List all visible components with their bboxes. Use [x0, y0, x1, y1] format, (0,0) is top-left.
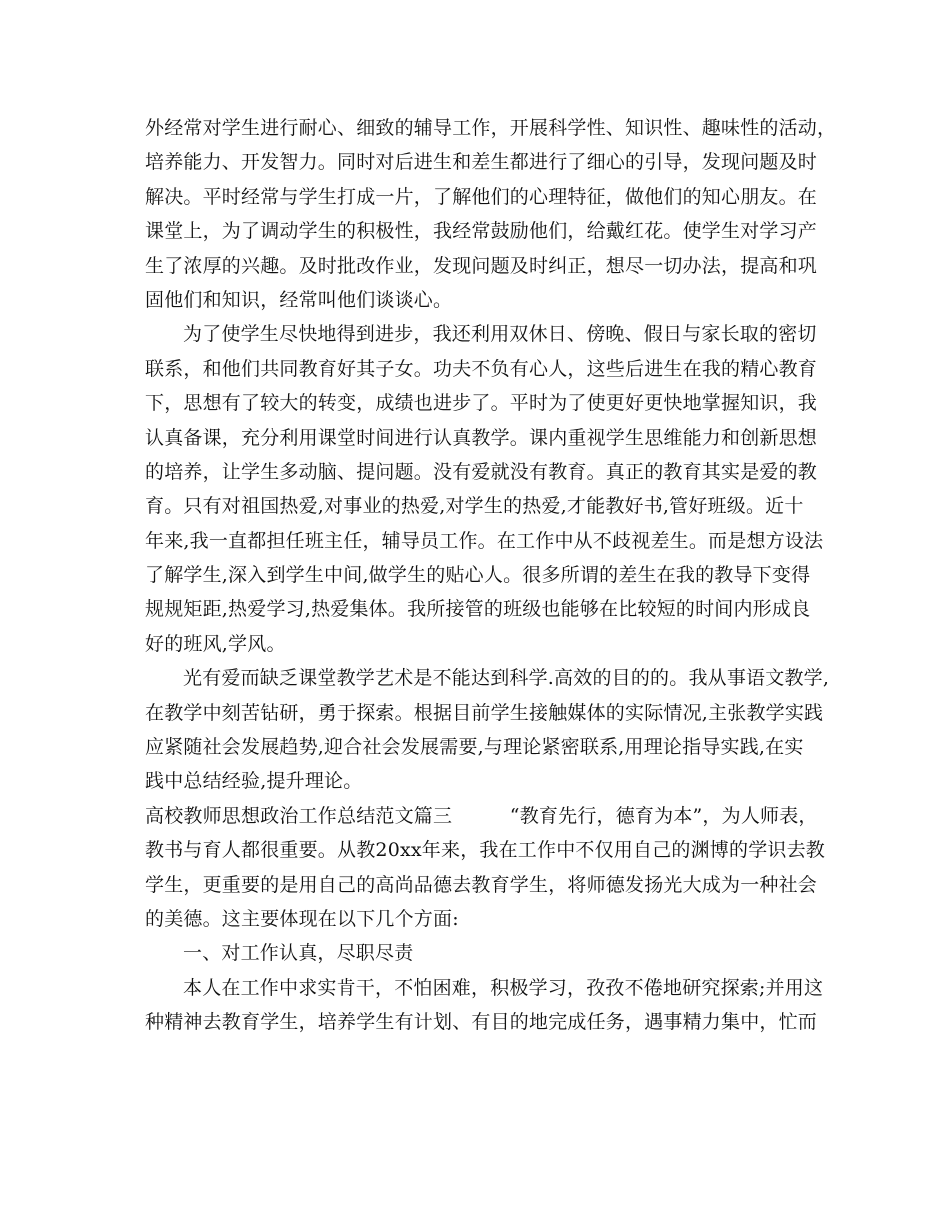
- text-line: 本人在工作中求实肯干，不怕困难，积极学习，孜孜不倦地研究探索;并用这: [183, 976, 824, 999]
- text-line: 的培养，让学生多动脑、提问题。没有爱就没有教育。真正的教育其实是爱的教: [145, 460, 818, 483]
- text-line: 下，思想有了较大的转变，成绩也进步了。平时为了使更好更快地掌握知识，我: [145, 392, 818, 415]
- text-line: 好的班风,学风。: [145, 632, 286, 655]
- text-line: 固他们和知识，经常叫他们谈谈心。: [145, 288, 453, 311]
- text-line: 为了使学生尽快地得到进步，我还利用双休日、傍晚、假日与家长取的密切: [183, 323, 817, 346]
- text-line: 生了浓厚的兴趣。及时批改作业，发现问题及时纠正，想尽一切办法，提高和巩: [145, 254, 818, 277]
- text-line: 学生，更重要的是用自己的高尚品德去教育学生，将师德发扬光大成为一种社会: [145, 873, 818, 896]
- text-line: 年来,我一直都担任班主任，辅导员工作。在工作中从不歧视差生。而是想方设法: [145, 529, 824, 552]
- text-line: 课堂上，为了调动学生的积极性，我经常鼓励他们，给戴红花。使学生对学习产: [145, 220, 818, 243]
- text-line: 教书与育人都很重要。从教20xx年来，我在工作中不仅用自己的渊博的学识去教: [145, 839, 826, 862]
- text-line: 应紧随社会发展趋势,迎合社会发展需要,与理论紧密联系,用理论指导实践,在实: [145, 736, 804, 759]
- text-line: 种精神去教育学生，培养学生有计划、有目的地完成任务，遇事精力集中，忙而: [145, 1011, 818, 1034]
- text-line: 在教学中刻苦钻研，勇于探索。根据目前学生接触媒体的实际情况,主张教学实践: [145, 701, 824, 724]
- text-line: 联系，和他们共同教育好其子女。功夫不负有心人，这些后进生在我的精心教育: [145, 357, 818, 380]
- text-line: 高校教师思想政治工作总结范文篇三 “教育先行，德育为本”，为人师表，: [145, 804, 818, 827]
- text-line: 光有爱而缺乏课堂教学艺术是不能达到科学.高效的目的的。我从事语文教学,: [183, 667, 830, 690]
- text-line: 培养能力、开发智力。同时对后进生和差生都进行了细心的引导，发现问题及时: [145, 151, 818, 174]
- text-line: 解决。平时经常与学生打成一片，了解他们的心理特征，做他们的知心朋友。在: [145, 185, 818, 208]
- text-line: 了解学生,深入到学生中间,做学生的贴心人。很多所谓的差生在我的教导下变得: [145, 564, 811, 587]
- text-line: 的美德。这主要体现在以下几个方面:: [145, 907, 459, 930]
- text-line: 规规矩距,热爱学习,热爱集体。我所接管的班级也能够在比较短的时间内形成良: [145, 598, 811, 621]
- text-line: 践中总结经验,提升理论。: [145, 770, 363, 793]
- text-line: 外经常对学生进行耐心、细致的辅导工作，开展科学性、知识性、趣味性的活动，: [145, 117, 837, 139]
- text-line: 育。只有对祖国热爱,对事业的热爱,对学生的热爱,才能教好书,管好班级。近十: [145, 495, 804, 518]
- document-body: [145, 111, 837, 1040]
- text-line: 认真备课，充分利用课堂时间进行认真教学。课内重视学生思维能力和创新思想: [145, 426, 818, 449]
- text-line: 一、对工作认真，尽职尽责: [183, 942, 414, 965]
